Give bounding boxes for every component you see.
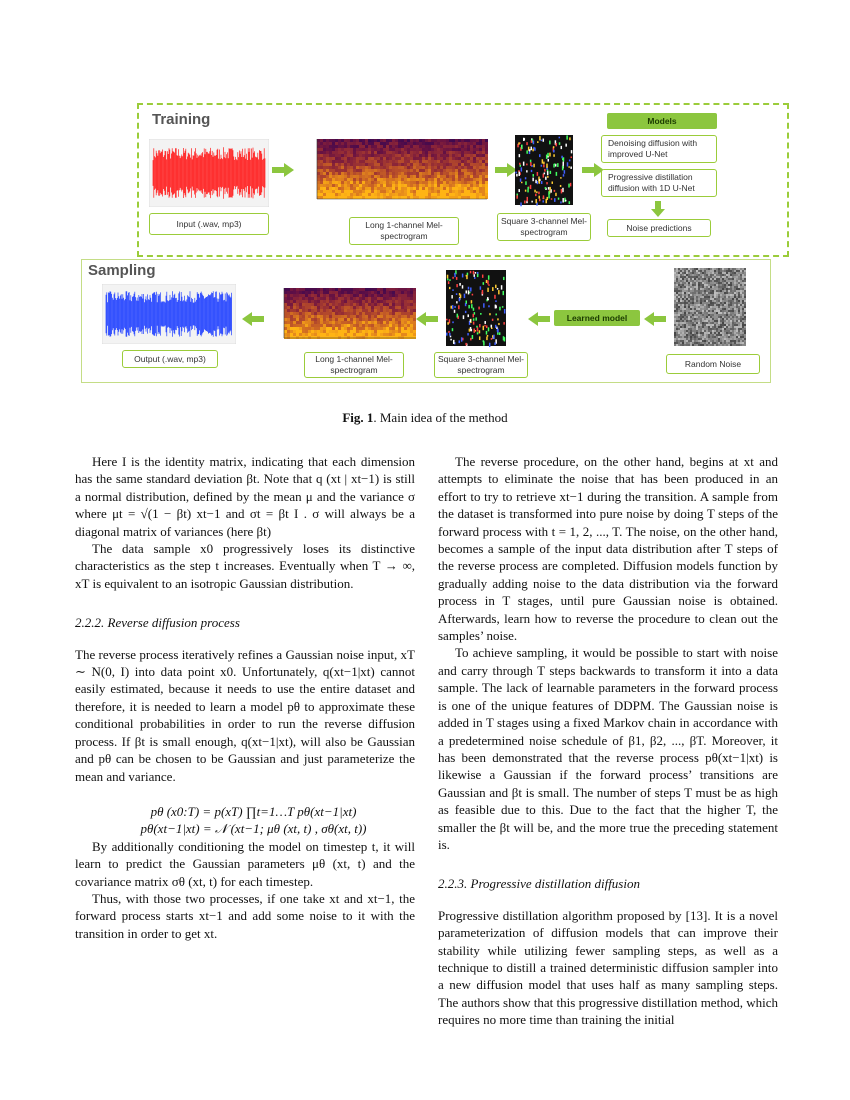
arrow-left-icon bbox=[416, 312, 438, 326]
arrow-left-icon bbox=[242, 312, 264, 326]
section-heading: 2.2.2. Reverse diffusion process bbox=[75, 615, 240, 631]
caption-label: Fig. 1 bbox=[342, 410, 374, 425]
noise-pattern bbox=[674, 268, 746, 346]
long-mel-spectrogram-image bbox=[299, 135, 491, 215]
training-panel bbox=[137, 103, 789, 257]
sampling-title: Sampling bbox=[88, 262, 156, 279]
training-title: Training bbox=[152, 111, 211, 128]
random-noise-label-box: Random Noise bbox=[666, 354, 760, 374]
equation-2: pθ(xt−1|xt) = 𝒩 (xt−1; μθ (xt, t) , σθ(xt, t)) bbox=[140, 821, 367, 837]
square-mel-spectrogram-image bbox=[511, 133, 575, 209]
model-1-box: Denoising diffusion with improved U-Net bbox=[601, 135, 717, 163]
caption-text: . Main idea of the method bbox=[373, 410, 508, 425]
left-column bbox=[75, 453, 415, 942]
input-label-box: Input (.wav, mp3) bbox=[149, 213, 269, 235]
paragraph: Here I is the identity matrix, indicating that each dimension has the same standard deviation βt. Note that q (xt | xt−1) is still a normal distribution, defined by the mean μ and the variance σ where μt = √(1 − βt) xt−1 and σt = βt I . σ will always be a diagonal matrix of variances (here βt) bbox=[75, 454, 415, 539]
arrow-down-icon bbox=[651, 201, 665, 217]
sampling-panel bbox=[81, 259, 771, 383]
paragraph: To achieve sampling, it would be possible to start with noise and carry through T steps backwards to transform it into a data sample. The lack of learnable parameters in the forward process is one of the unique features of DDPM. The Gaussian noise is added in T stages using a fixed Markov chain in accordance with a predetermined noise schedule of β1, β2, ..., βT. Moreover, it has been demonstrated that the reverse process pθ(xt−1|xt) is likewise a Gaussian if the forward process’ transitions are Gaussian and βt is small. The number of steps T must be as high as feasible due to this. Due to the fact that the higher T, the smaller the βt will be, and the more true the preceding statement is. bbox=[438, 645, 778, 852]
random-noise-image bbox=[674, 268, 746, 346]
arrow-left-icon bbox=[528, 312, 550, 326]
figure-1 bbox=[75, 95, 775, 385]
arrow-left-icon bbox=[644, 312, 666, 326]
waveform-red bbox=[153, 147, 265, 199]
sampled-square-mel-image bbox=[442, 268, 510, 348]
sampled-square-mel-label-box: Square 3-channel Mel-spectrogram bbox=[434, 352, 528, 378]
paragraph: By additionally conditioning the model on timestep t, it will learn to predict the Gaussian parameters μθ (xt, t) and the covariance matrix σθ (xt, t) for each timestep. bbox=[75, 838, 415, 889]
models-header: Models bbox=[607, 113, 717, 129]
output-label-box: Output (.wav, mp3) bbox=[122, 350, 218, 368]
long-mel-label-box: Long 1-channel Mel-spectrogram bbox=[349, 217, 459, 245]
section-heading: 2.2.3. Progressive distillation diffusion bbox=[438, 876, 640, 892]
equation-1: pθ (x0:T) = p(xT) ∏t=1…T pθ(xt−1|xt) bbox=[150, 803, 357, 819]
mel-heatmap bbox=[284, 288, 416, 339]
model-2-box: Progressive distillation diffusion with 1D U-Net bbox=[601, 169, 717, 197]
output-waveform-image bbox=[102, 284, 236, 344]
paragraph: Thus, with those two processes, if one take xt and xt−1, the forward process starts xt−1 and add some noise to it with the transition in order to get xt. bbox=[75, 890, 415, 941]
square-mel-label-box: Square 3-channel Mel-spectrogram bbox=[497, 213, 591, 241]
right-column bbox=[438, 453, 778, 1029]
mel-heatmap bbox=[317, 139, 488, 199]
learned-model-label: Learned model bbox=[554, 310, 640, 326]
arrow-right-icon bbox=[272, 163, 294, 177]
sampled-long-mel-spectrogram-image bbox=[270, 284, 420, 350]
noise-predictions-box: Noise predictions bbox=[607, 219, 711, 237]
paragraph: The reverse process iteratively refines a Gaussian noise input, xT ∼ N(0, I) into data point x0. Unfortunately, q(xt−1|xt) cannot easily estimated, because it needs to use the entire dataset and therefore, it is needed to learn a model pθ to approximate these conditional probabilities in order to run the reverse diffusion process. If βt is small enough, q(xt−1|xt), will also be Gaussian and pθ can be chosen to be Gaussian and just parameterize the mean and variance. bbox=[75, 646, 415, 784]
paragraph: The data sample x0 progressively loses its distinctive characteristics as the step t increases. Eventually when T → ∞, xT is equivalent to an isotropic Gaussian distribution. bbox=[75, 541, 415, 591]
sampled-long-mel-label-box: Long 1-channel Mel-spectrogram bbox=[304, 352, 404, 378]
paragraph: The reverse procedure, on the other hand, begins at xt and attempts to eliminate the noise that has been produced in an effort to try to retrieve xt−1 during the transition. A sample from the dataset is transformed into pure noise by doing T steps of the forward process with t = 1, 2, ..., T. The noise, on the other hand, becomes a sample of the input data distribution after T steps of the reverse process are completed. Diffusion models function by gradually adding noise to the data distribution via the forward process in T stages, until pure Gaussian noise is obtained. Afterwards, learn how to reverse the procedure to clean out the samples’ noise. bbox=[438, 454, 778, 644]
figure-caption bbox=[0, 410, 850, 426]
paragraph: Progressive distillation algorithm proposed by [13]. It is a novel parameterization of diffusion models that can improve their stability while utilizing fewer sampling steps, as well as a technique to distill a trained deterministic diffusion sampler into a new diffusion model that uses half as many sampling steps. The authors show that this progressive distillation method, which requires no more time than training the initial bbox=[438, 907, 778, 1028]
input-waveform-image bbox=[149, 139, 269, 207]
